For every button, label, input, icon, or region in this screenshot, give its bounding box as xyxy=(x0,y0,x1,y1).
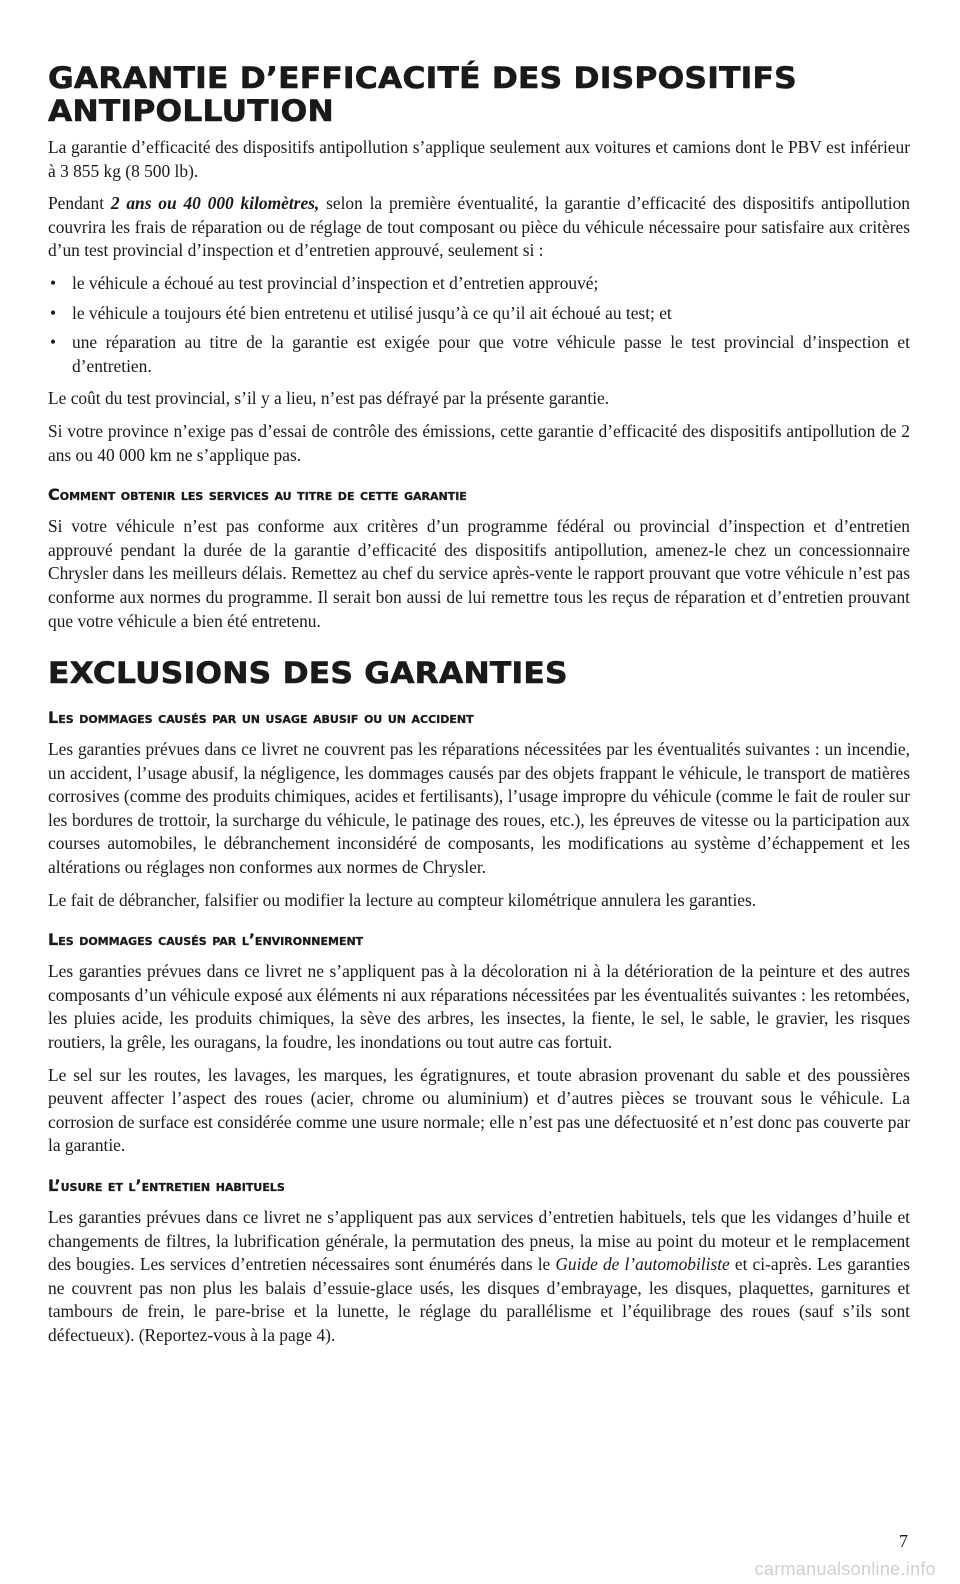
list-item xyxy=(48,272,910,296)
subheading-abuse-accident: Les dommages causés par un usage abusif ou un accident xyxy=(48,708,474,728)
bullet-icon: • xyxy=(50,332,57,353)
paragraph-wear-maintenance xyxy=(48,1206,910,1348)
page-number: 7 xyxy=(899,1531,908,1551)
watermark: carmanualsonline.info xyxy=(754,1559,936,1579)
paragraph-test-cost: Le coût du test provincial, s’il y a lieu, n’est pas défrayé par la présente garantie. xyxy=(48,388,610,409)
title-line-2: ANTIPOLLUTION xyxy=(48,94,334,128)
list-item-text: le véhicule a toujours été bien entretenu et utilisé jusqu’à ce qu’il ait échoué au test; et xyxy=(72,302,672,323)
bullet-icon: • xyxy=(50,272,57,293)
paragraph-environment: Les garanties prévues dans ce livret ne s’appliquent pas à la décoloration ni à la détérioration de la peinture et des autres composants d’un véhicule exposé aux éléments ni aux réparations nécessitées par les éventualités suivantes : les retombées, les pluies acide, les produits chimiques, la sève des arbres, les insectes, la fiente, le sel, le sable, le gravier, les risques routiers, la grêle, les ouragans, la foudre, les inondations ou tout autre cas fortuit. xyxy=(48,961,910,1053)
paragraph-applicability: La garantie d’efficacité des dispositifs antipollution s’applique seulement aux voitures et camions dont le PBV est inférieur à 3 855 kg (8 500 lb). xyxy=(48,137,910,181)
paragraph-odometer: Le fait de débrancher, falsifier ou modifier la lecture au compteur kilométrique annulera les garanties. xyxy=(48,889,757,910)
title-line-1: GARANTIE D’EFFICACITÉ DES DISPOSITIFS xyxy=(48,61,797,95)
guide-reference: Guide de l’automobiliste xyxy=(555,1254,730,1275)
subheading-environment: Les dommages causés par l’environnement xyxy=(48,930,364,950)
coverage-prefix: Pendant xyxy=(48,193,111,214)
list-item-text: une réparation au titre de la garantie est exigée pour que votre véhicule passe le test provincial d’inspection et d’entretien. xyxy=(72,332,910,376)
conditions-list xyxy=(48,272,910,378)
subheading-wear-maintenance: L’usure et l’entretien habituels xyxy=(48,1176,285,1195)
paragraph-road-salt: Le sel sur les routes, les lavages, les marques, les égratignures, et toute abrasion provenant du sable et des poussières peuvent affecter l’aspect des roues (acier, chrome ou aluminium) et d’autres pièces se trouvant sous le véhicule. La corrosion de surface est considérée comme une usure normale; elle n’est pas une défectuosité et n’est donc pas couverte par la garantie. xyxy=(48,1064,910,1156)
section-title-emissions-warranty xyxy=(48,62,960,128)
list-item xyxy=(48,302,910,326)
coverage-rest: selon la première éventualité, la garantie d’efficacité des dispositifs antipollution couvrira les frais de réparation ou de réglage de tout composant ou pièce du véhicule nécessaire pour satisfaire aux critères d’un test provincial d’inspection et d’entretien approuvé, seulement si : xyxy=(48,193,910,261)
list-item-text: le véhicule a échoué au test provincial d’inspection et d’entretien approuvé; xyxy=(72,272,599,293)
paragraph-coverage xyxy=(48,192,910,263)
bullet-icon: • xyxy=(50,302,57,323)
paragraph-obtain-service: Si votre véhicule n’est pas conforme aux critères d’un programme fédéral ou provincial d’inspection et d’entretien approuvé pendant la durée de la garantie d’efficacité des dispositifs antipollution, amenez-le chez un concessionnaire Chrysler dans les meilleurs délais. Remettez au chef du service après-vente le rapport prouvant que votre véhicule n’est pas conforme aux normes du programme. Il serait bon aussi de lui remettre tous les reçus de réparation et d’entretien prouvant que votre véhicule a bien été entretenu. xyxy=(48,516,910,631)
paragraph-no-test-province: Si votre province n’exige pas d’essai de contrôle des émissions, cette garantie d’efficacité des dispositifs antipollution de 2 ans ou 40 000 km ne s’applique pas. xyxy=(48,420,910,465)
subheading-obtain-service: Comment obtenir les services au titre de cette garantie xyxy=(48,485,467,505)
wear-text-b: et ci-après. Les garanties ne couvrent pas non plus les balais d’essuie-glace usés, les disques d’embrayage, les disques, plaquettes, garnitures et tambours de frein, le pare-brise et la lunette, le réglage du parallélisme et l’équilibrage des roues (sauf s’ils sont défectueux). (Reportez-vous à la page 4). xyxy=(48,1254,910,1345)
section-title-exclusions: EXCLUSIONS DES GARANTIES xyxy=(48,656,568,691)
wear-text-a: Les garanties prévues dans ce livret ne s’appliquent pas aux services d’entretien habituels, tels que les vidanges d’huile et changements de filtres, la lubrification générale, la permutation des pneus, la mise au point du moteur et le remplacement des bougies. Les services d’entretien nécessaires sont énumérés dans le xyxy=(48,1207,910,1275)
list-item xyxy=(48,331,910,378)
document-page xyxy=(48,62,910,1357)
coverage-term: 2 ans ou 40 000 kilomètres, xyxy=(110,193,320,214)
paragraph-abuse-accident: Les garanties prévues dans ce livret ne couvrent pas les réparations nécessitées par les éventualités suivantes : un incendie, un accident, l’usage abusif, la négligence, les dommages causés par des objets frappant le véhicule, le transport de matières corrosives (comme des produits chimiques, acides et fertilisants), l’usage impropre du véhicule (comme le fait de rouler sur les bordures de trottoir, la surcharge du véhicule, le patinage des roues, etc.), les épreuves de vitesse ou la participation aux courses automobiles, le débranchement inconsidéré de composants, les modifications au système d’échappement et les altérations ou réglages non conformes aux normes de Chrysler. xyxy=(48,739,910,878)
